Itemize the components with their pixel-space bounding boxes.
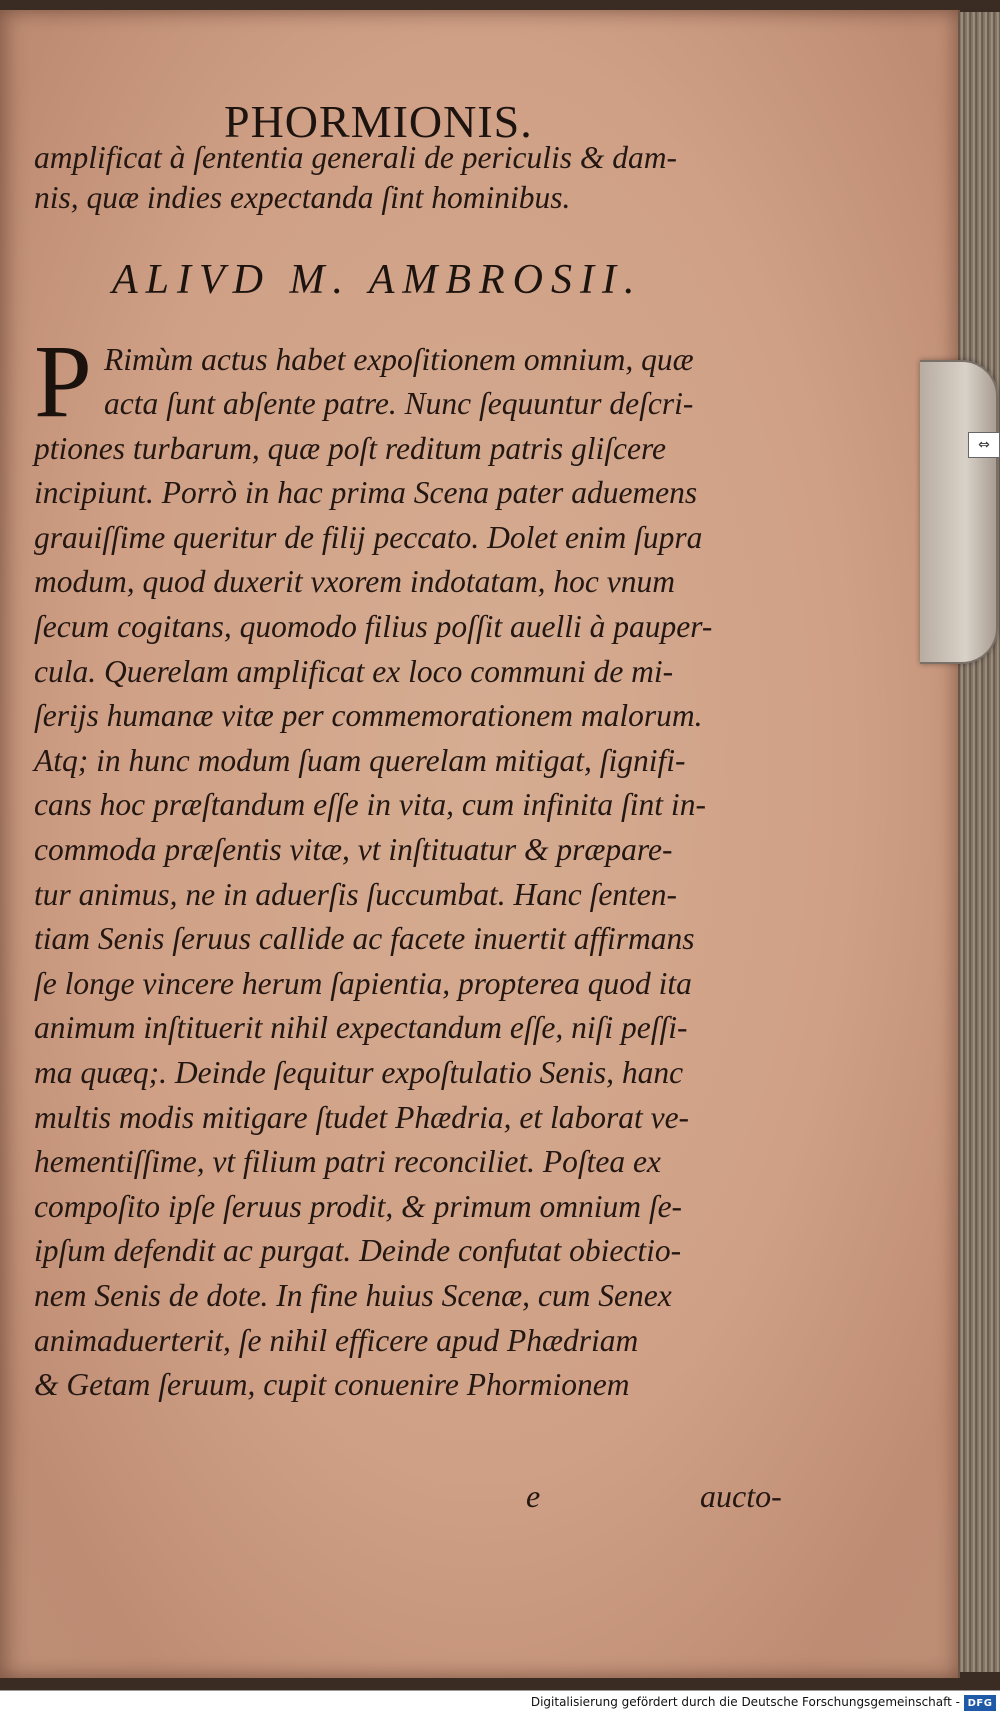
body-line: tiam Senis ſeruus callide ac facete inuertit affirmans: [34, 921, 695, 956]
body-line: incipiunt. Porrò in hac prima Scena pater aduemens: [34, 475, 698, 510]
section-title: ALIVD M. AMBROSII.: [112, 257, 643, 303]
body-line: cans hoc præſtandum eſſe in vita, cum infinita ſint in-: [34, 787, 706, 822]
body-line-first: Rimùm actus habet expoſitionem omnium, quæ: [104, 342, 694, 377]
body-line: ma quæq;. Deinde ſequitur expoſtulatio Senis, hanc: [34, 1055, 684, 1090]
body-line: multis modis mitigare ſtudet Phædria, et laborat ve-: [34, 1100, 690, 1135]
intro-line-2: nis, quæ indies expectanda ſint hominibus.: [34, 180, 571, 215]
body-line: ſerijs humanæ vitæ per commemorationem malorum.: [34, 698, 703, 733]
body-line: animum inſtituerit nihil expectandum eſſe, niſi peſſi-: [34, 1010, 688, 1045]
body-line: commoda præſentis vitæ, vt inſtituatur & præpare-: [34, 832, 673, 867]
body-line: grauiſſime queritur de filij peccato. Dolet enim ſupra: [34, 520, 703, 555]
body-line: animaduerterit, ſe nihil efficere apud Phædriam: [34, 1323, 639, 1358]
body-line: acta ſunt abſente patre. Nunc ſequuntur deſcri-: [104, 386, 694, 421]
body-line: & Getam ſeruum, cupit conuenire Phormionem: [34, 1367, 630, 1402]
body-line: ipſum defendit ac purgat. Deinde confutat obiectio-: [34, 1233, 682, 1268]
running-head: PHORMIONIS.: [224, 96, 533, 147]
body-line: compoſito ipſe ſeruus prodit, & primum omnium ſe-: [34, 1189, 683, 1224]
body-line: nem Senis de dote. In fine huius Scenæ, cum Senex: [34, 1278, 672, 1313]
dfg-logo: DFG: [964, 1695, 996, 1711]
body-line: tur animus, ne in aduerſis ſuccumbat. Hanc ſenten-: [34, 877, 678, 912]
body-line: cula. Querelam amplificat ex loco communi de mi-: [34, 654, 674, 689]
body-line: hementiſſime, vt filium patri reconciliet. Poſtea ex: [34, 1144, 661, 1179]
arrow-left-right-icon[interactable]: ⇔: [968, 432, 1000, 458]
body-line: ſe longe vincere herum ſapientia, propterea quod ita: [34, 966, 692, 1001]
body-line: Atq; in hunc modum ſuam querelam mitigat, ſignifi-: [34, 743, 686, 778]
signature-mark: e: [526, 1478, 541, 1514]
body-line: modum, quod duxerit vxorem indotatam, hoc vnum: [34, 564, 675, 599]
intro-line-1: amplificat à ſententia generali de periculis & dam-: [34, 140, 678, 175]
body-line: ſecum cogitans, quomodo filius poſſit auelli à pauper-: [34, 609, 713, 644]
catchword: aucto-: [700, 1478, 782, 1514]
footer-bar: [0, 1690, 1000, 1717]
book-fore-edge: [958, 12, 1000, 1672]
footer-credit: Digitalisierung gefördert durch die Deutsche Forschungsgemeinschaft -: [530, 1695, 960, 1709]
drop-capital: P: [34, 324, 92, 439]
body-line: ptiones turbarum, quæ poſt reditum patris gliſcere: [34, 431, 667, 466]
book-page: [0, 10, 960, 1678]
viewer-side-tab[interactable]: [920, 360, 998, 664]
